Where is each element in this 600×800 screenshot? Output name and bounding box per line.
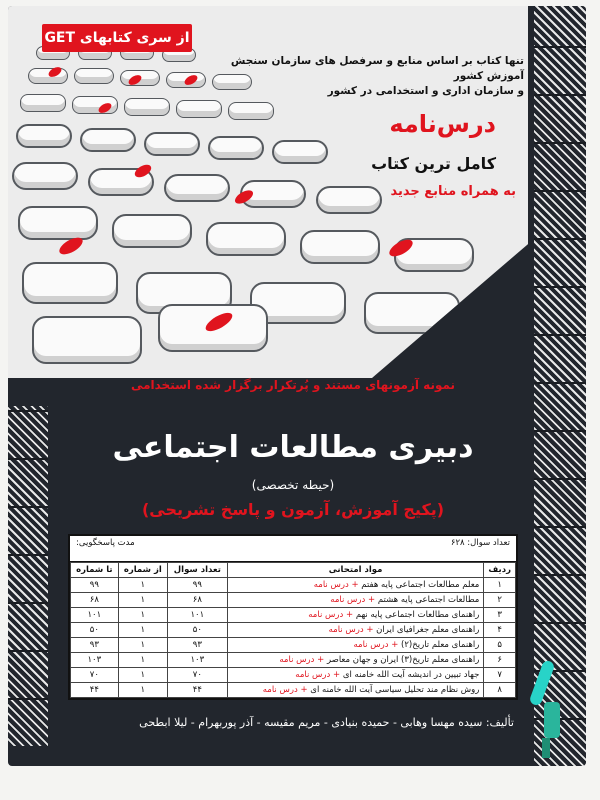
tray [206,222,286,256]
cell-row: ۵ [484,638,516,653]
ornament-border-right [534,6,586,766]
subject-text: مطالعات اجتماعی پایه هشتم [377,595,480,605]
top-info-line1: تنها کتاب بر اساس منابع و سرفصل های سازمان سنجش آموزش کشور [230,55,524,82]
tray [18,206,98,240]
col-row: ردیف [484,563,516,578]
tray [316,186,382,214]
cell-count: ۷۰ [167,668,227,683]
lesson-note-label: + درس نامه [295,670,341,680]
cell-count: ۶۸ [167,593,227,608]
cell-from: ۱ [118,668,167,683]
cell-row: ۳ [484,608,516,623]
cell-count: ۴۴ [167,683,227,698]
cell-row: ۲ [484,593,516,608]
top-info [224,54,524,99]
corner-logo-icon [536,660,566,780]
lesson-note-label: + درس نامه [308,610,354,620]
lesson-note-label: + درس نامه [279,655,325,665]
col-count: تعداد سوال [167,563,227,578]
tray [16,124,72,148]
exam-samples-label: نمونه آزمونهای مستند و پُرتکرار برگزار شده استخدامی [130,378,456,392]
cell-from: ۱ [118,638,167,653]
tray [228,102,274,120]
lesson-note-label: + درس نامه [262,685,308,695]
cell-to: ۱۰۱ [71,608,119,623]
tray [22,262,118,304]
cell-to: ۶۸ [71,593,119,608]
tray [32,316,142,364]
tray [12,162,78,190]
cell-from: ۱ [118,653,167,668]
cell-to: ۴۴ [71,683,119,698]
cell-to: ۱۰۳ [71,653,119,668]
tray [20,94,66,112]
tray [28,68,68,84]
cell-subject [227,623,484,638]
subject-text: راهنمای معلم تاریخ(۳) ایران و جهان معاصر [326,655,480,665]
cell-from: ۱ [118,608,167,623]
table-row [71,623,516,638]
cell-count: ۹۳ [167,638,227,653]
cell-to: ۹۳ [71,638,119,653]
lesson-note-label: + درس نامه [313,580,359,590]
tray [208,136,264,160]
cell-row: ۱ [484,578,516,593]
brand-title: درس‌نامه [389,110,496,138]
cell-to: ۵۰ [71,623,119,638]
cell-to: ۹۹ [71,578,119,593]
lesson-note-label: + درس نامه [328,625,374,635]
tray [364,292,460,334]
field-label: (حیطه تخصصی) [251,478,335,492]
col-subject: مواد امتحانی [227,563,484,578]
cell-from: ۱ [118,683,167,698]
answer-time: مدت پاسخگویی: [76,538,135,548]
col-from: از شماره [118,563,167,578]
col-to: تا شماره [71,563,119,578]
cell-subject [227,608,484,623]
cell-count: ۱۰۳ [167,653,227,668]
table-row [71,593,516,608]
tray [164,174,230,202]
cell-subject [227,668,484,683]
cell-count: ۵۰ [167,623,227,638]
table-row [71,683,516,698]
lesson-note-label: + درس نامه [353,640,399,650]
cell-from: ۱ [118,623,167,638]
subject-text: معلم مطالعات اجتماعی پایه هفتم [361,580,480,590]
ornament-border-left [8,406,48,746]
cell-subject [227,653,484,668]
cell-to: ۷۰ [71,668,119,683]
cell-row: ۷ [484,668,516,683]
cell-subject [227,638,484,653]
cell-subject [227,593,484,608]
subject-text: راهنمای معلم تاریخ(۲) [401,640,480,650]
series-badge: از سری کتابهای GET [42,24,192,52]
table-meta [70,536,516,562]
table-row [71,608,516,623]
tray [112,214,192,248]
subject-text: راهنمای معلم جغرافیای ایران [376,625,480,635]
cell-count: ۹۹ [167,578,227,593]
tray [176,100,222,118]
subject-text: راهنمای مطالعات اجتماعی پایه نهم [355,610,480,620]
tray [300,230,380,264]
authors-line: تألیف: سیده مهسا وهابی - حمیده بنیادی - مریم مقیسه - آذر پوربهرام - لیلا ابطحی [139,716,514,729]
table-row [71,653,516,668]
tray [124,98,170,116]
new-sources-label: به همراه منابع جدید [390,184,516,199]
subjects-table [68,534,518,700]
book-cover [8,6,586,766]
cell-count: ۱۰۱ [167,608,227,623]
cell-subject [227,683,484,698]
cell-from: ۱ [118,593,167,608]
tray [74,68,114,84]
subject-text: جهاد تبیین در اندیشه آیت الله خامنه ای [342,670,480,680]
table-header-row [71,563,516,578]
subject-text: روش نظام مند تحلیل سیاسی آیت الله خامنه ای [310,685,480,695]
cell-row: ۶ [484,653,516,668]
book-title: دبیری مطالعات اجتماعی [112,430,474,465]
subjects-grid [70,562,516,698]
table-row [71,668,516,683]
package-label: (پکیج آموزش، آزمون و پاسخ تشریحی) [141,500,445,519]
tray [144,132,200,156]
complete-book-label: کامل ترین کتاب [371,154,496,173]
cell-subject [227,578,484,593]
tray [80,128,136,152]
tray [272,140,328,164]
table-row [71,578,516,593]
table-row [71,638,516,653]
cell-from: ۱ [118,578,167,593]
total-questions: تعداد سوال: ۶۲۸ [450,538,510,548]
cell-row: ۴ [484,623,516,638]
top-info-line2: و سازمان اداری و استخدامی در کشور [327,85,524,97]
lesson-note-label: + درس نامه [330,595,376,605]
cell-row: ۸ [484,683,516,698]
